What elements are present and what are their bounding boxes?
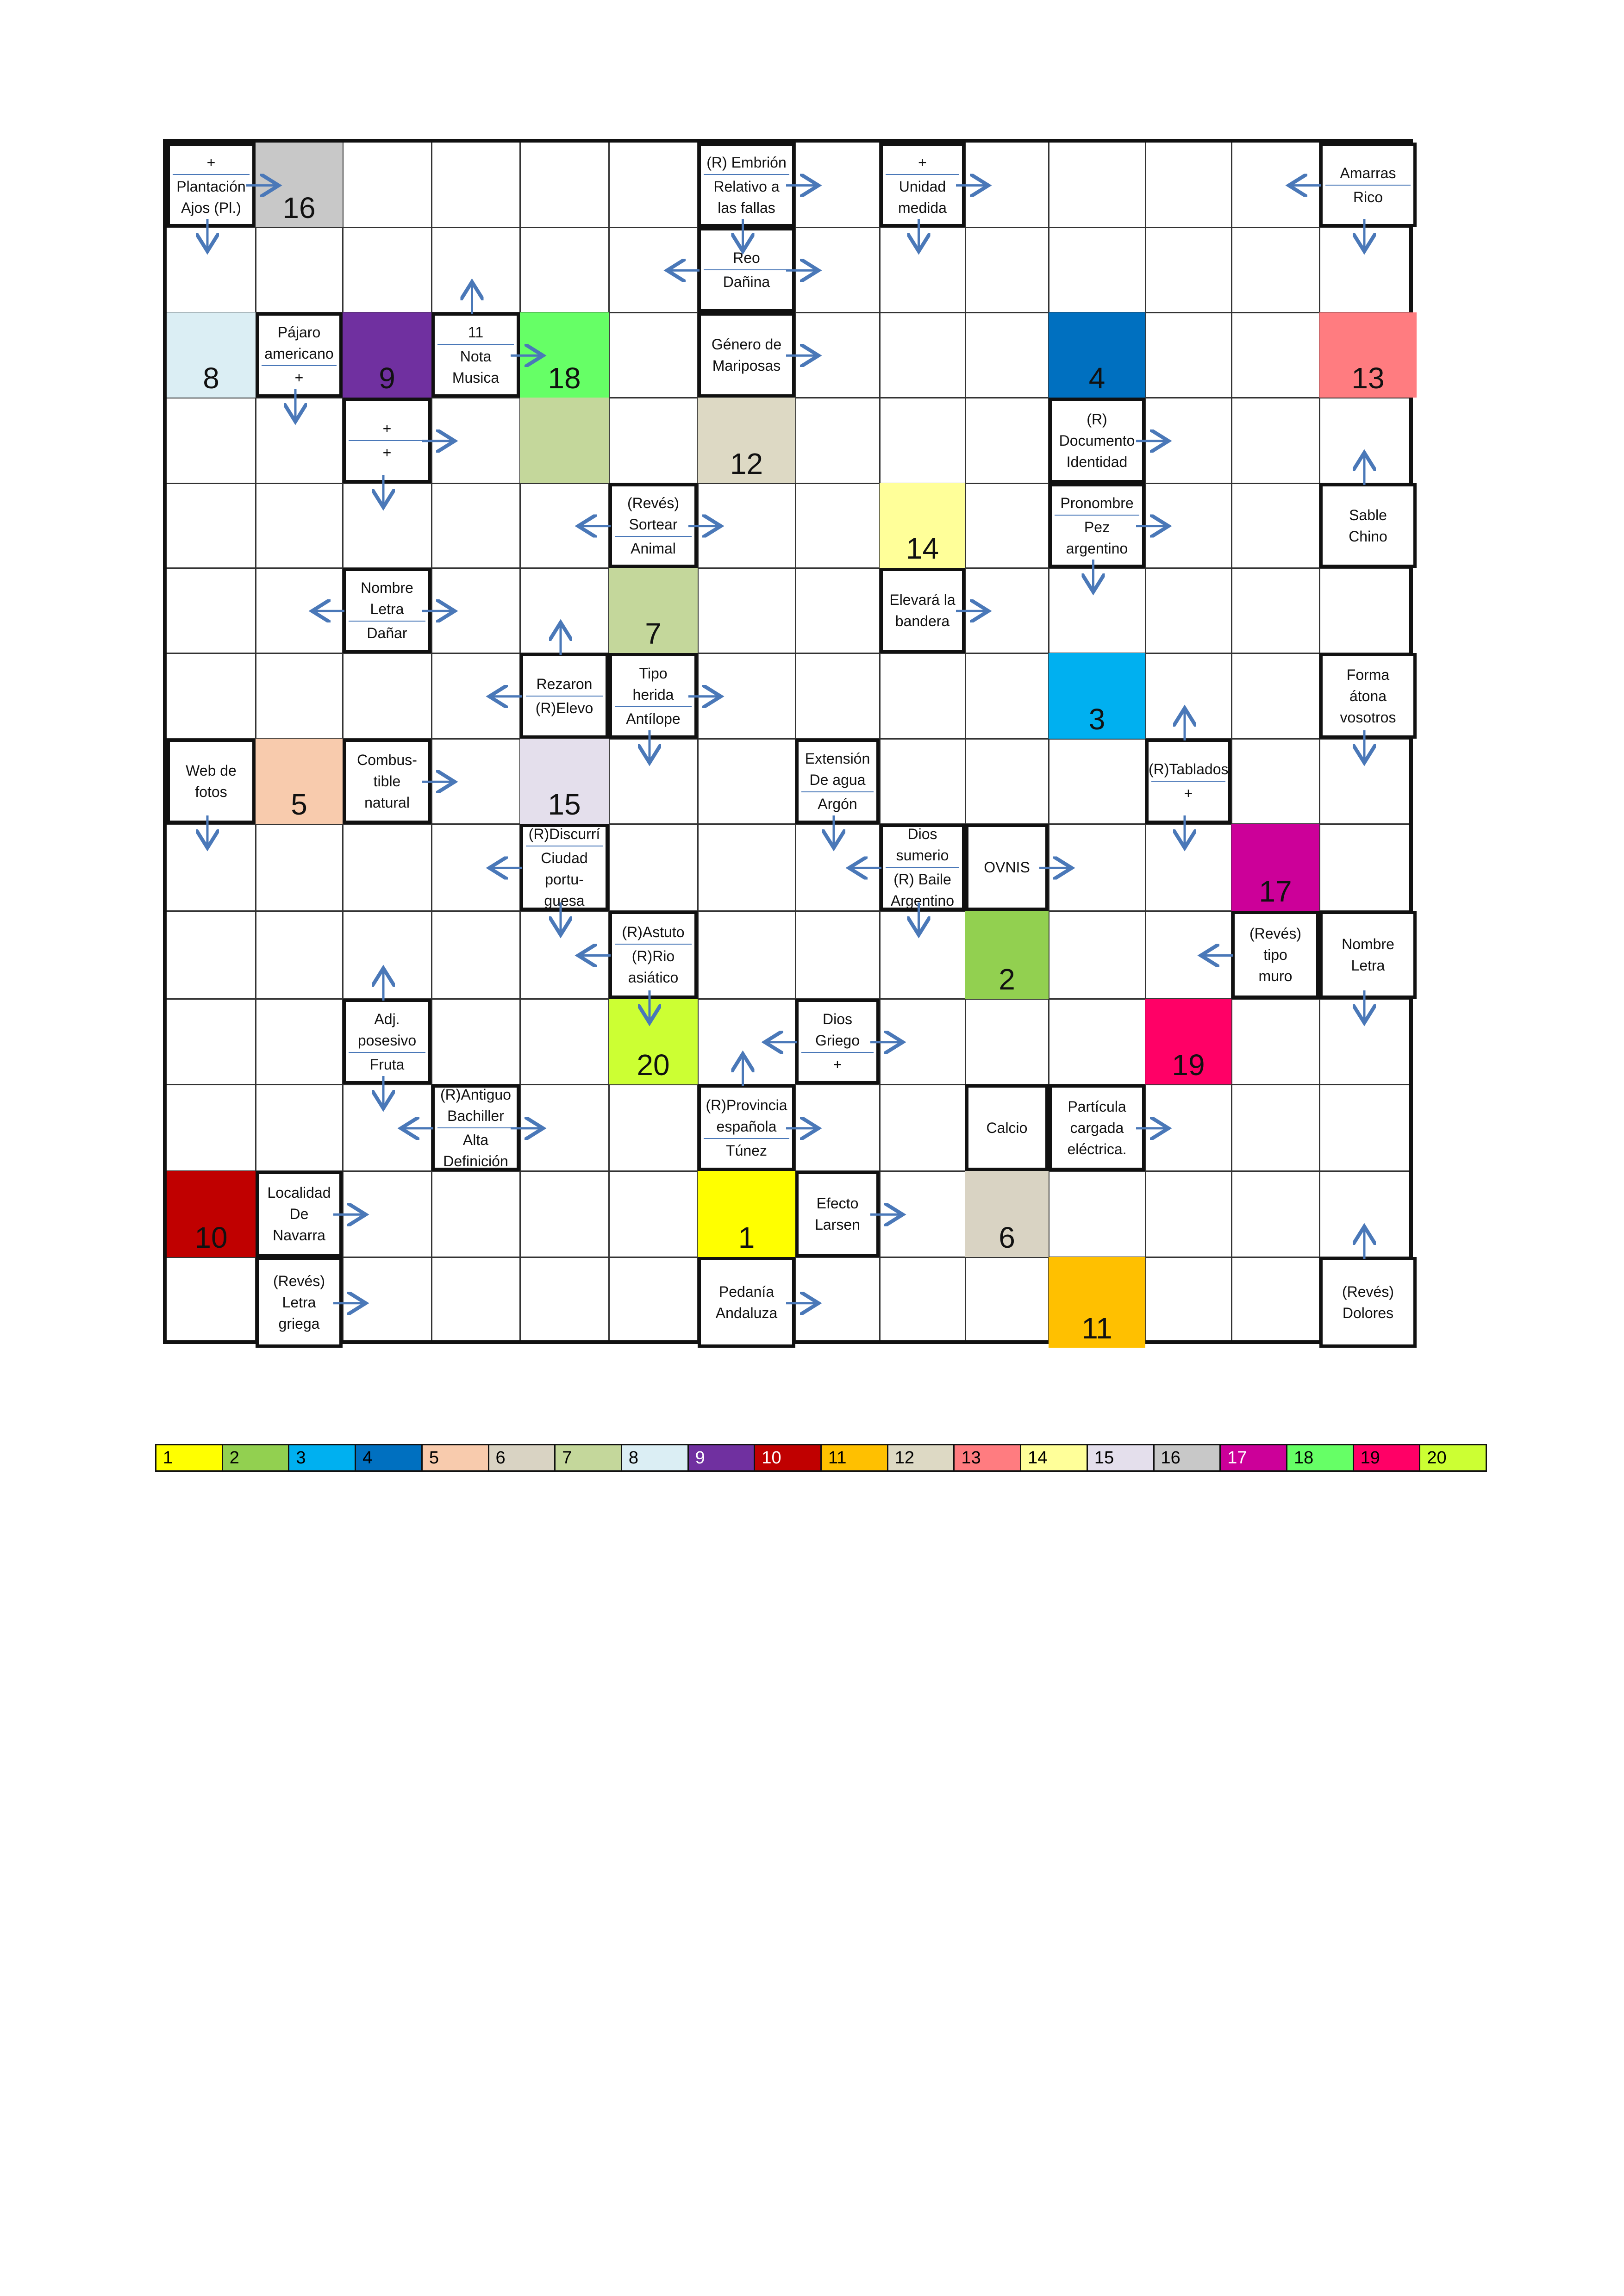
cell-number: 10 <box>194 1221 228 1254</box>
clue-line: Documento <box>1059 432 1135 449</box>
color-cell[interactable] <box>1049 1257 1145 1348</box>
clue-line: española <box>716 1118 777 1135</box>
legend-swatch: 11 <box>822 1445 888 1470</box>
clue-line: Localidad <box>267 1184 331 1201</box>
clue-line: medida <box>898 199 947 216</box>
clue-line: + <box>918 154 927 171</box>
clue-text <box>968 857 1045 878</box>
clue-line: Nombre <box>1342 936 1394 952</box>
clue-text <box>259 322 339 388</box>
clue-divider <box>526 696 603 697</box>
clue-cell <box>431 1084 520 1171</box>
color-cell[interactable] <box>880 483 965 568</box>
clue-line: (R)Discurrí <box>528 826 600 842</box>
clue-cell <box>698 1084 795 1171</box>
clue-text <box>1323 162 1413 208</box>
clue-line: Letra <box>370 601 404 617</box>
clue-line: De <box>289 1206 309 1222</box>
cell-number: 11 <box>1081 1312 1112 1345</box>
clue-line: Bachiller <box>447 1107 504 1124</box>
cell-number: 1 <box>738 1221 755 1254</box>
cell-number: 13 <box>1351 361 1385 395</box>
legend-swatch: 6 <box>489 1445 556 1470</box>
clue-cell <box>1319 911 1417 999</box>
clue-line: + <box>206 154 216 171</box>
clue-text <box>259 1182 339 1246</box>
clue-divider <box>704 269 789 270</box>
clue-line: bandera <box>895 613 950 629</box>
clue-line: Pez <box>1084 518 1110 535</box>
clue-text <box>799 1193 876 1235</box>
clue-cell <box>1049 398 1145 483</box>
clue-line: Túnez <box>726 1142 767 1159</box>
clue-text <box>701 152 792 218</box>
clue-line: Elevará la <box>889 591 956 608</box>
clue-divider <box>262 365 337 366</box>
clue-divider <box>437 1127 514 1128</box>
clue-line: sumerio <box>896 847 949 864</box>
clue-cell <box>698 143 795 227</box>
clue-line: Unidad <box>899 178 946 195</box>
cell-number: 14 <box>906 532 939 565</box>
clue-line: posesivo <box>357 1032 417 1049</box>
color-cell[interactable] <box>1049 312 1145 398</box>
cell-number: 12 <box>730 447 763 480</box>
clue-line: Efecto <box>816 1195 859 1212</box>
clue-line: Pronombre <box>1060 494 1134 511</box>
color-legend <box>155 1444 1487 1472</box>
clue-divider <box>615 944 692 945</box>
clue-text <box>701 1281 792 1324</box>
clue-line: griega <box>278 1315 320 1332</box>
clue-text <box>968 1117 1045 1139</box>
clue-line: (Revés) <box>273 1273 325 1289</box>
clue-line: + <box>382 444 392 461</box>
clue-line: Pájaro <box>277 324 321 341</box>
clue-cell <box>609 483 698 568</box>
clue-line: Griego <box>815 1032 860 1049</box>
clue-divider <box>801 791 874 792</box>
color-cell[interactable] <box>698 398 795 483</box>
legend-swatch: 19 <box>1354 1445 1421 1470</box>
clue-text <box>346 1008 428 1075</box>
clue-line: Rico <box>1353 188 1383 205</box>
clue-cell <box>343 398 431 483</box>
clue-cell <box>520 824 609 911</box>
clue-line: argentino <box>1066 540 1128 557</box>
clue-divider <box>886 867 959 868</box>
clue-cell <box>520 653 609 739</box>
color-cell[interactable] <box>1319 312 1417 398</box>
color-cell[interactable] <box>1049 653 1145 739</box>
clue-cell <box>1319 143 1417 227</box>
clue-cell <box>880 568 965 653</box>
clue-line: Musica <box>452 369 500 386</box>
clue-line: guesa <box>544 892 585 909</box>
clue-line: natural <box>364 794 410 811</box>
clue-cell <box>795 999 880 1084</box>
clue-text <box>523 673 606 719</box>
cell-number: 3 <box>1088 703 1106 736</box>
clue-text <box>799 1008 876 1075</box>
legend-swatch: 17 <box>1221 1445 1287 1470</box>
legend-swatch: 4 <box>356 1445 423 1470</box>
clue-line: herida <box>632 686 674 703</box>
clue-cell <box>343 568 431 653</box>
clue-line: Plantación <box>176 178 246 195</box>
clue-divider <box>615 706 692 707</box>
clue-divider <box>349 440 425 441</box>
clue-cell <box>698 312 795 398</box>
clue-line: Nota <box>460 348 492 365</box>
clue-text <box>170 760 252 803</box>
cell-number: 17 <box>1259 875 1292 908</box>
clue-line: portu- <box>545 871 584 888</box>
clue-cell <box>965 824 1049 911</box>
clue-line: las fallas <box>718 199 775 216</box>
clue-line: Tipo <box>639 665 668 682</box>
legend-swatch: 12 <box>888 1445 955 1470</box>
clue-line: Partícula <box>1068 1098 1126 1115</box>
clue-divider <box>437 344 514 345</box>
clue-line: eléctrica. <box>1067 1140 1127 1157</box>
clue-line: muro <box>1258 968 1293 984</box>
clue-text <box>1323 504 1413 547</box>
clue-text <box>435 322 517 388</box>
clue-line: Pedanía <box>718 1283 775 1300</box>
cell-number: 9 <box>379 361 395 395</box>
cell-number: 19 <box>1172 1048 1205 1082</box>
clue-line: (R) Baile <box>893 871 951 888</box>
cell-number: 15 <box>548 788 581 821</box>
legend-swatch: 1 <box>156 1445 223 1470</box>
cell-number: 16 <box>282 191 316 224</box>
clue-line: (R)Tablados <box>1149 761 1229 778</box>
clue-text <box>701 1095 792 1161</box>
clue-line: tible <box>373 773 401 790</box>
clue-text <box>883 152 962 218</box>
clue-text <box>1323 664 1413 728</box>
legend-swatch: 15 <box>1088 1445 1155 1470</box>
clue-divider <box>615 536 692 537</box>
clue-line: Dios <box>822 1010 852 1027</box>
clue-line: Argentino <box>891 892 954 909</box>
clue-line: Nombre <box>361 579 413 596</box>
clue-line: Navarra <box>273 1227 325 1244</box>
clue-line: Letra <box>282 1294 316 1311</box>
clue-text <box>1149 759 1228 804</box>
clue-line: Dolores <box>1342 1305 1394 1321</box>
clue-line: fotos <box>195 784 227 800</box>
color-cell[interactable] <box>698 1171 795 1257</box>
clue-text <box>346 749 428 813</box>
color-cell[interactable] <box>167 312 256 398</box>
clue-divider <box>1055 515 1139 516</box>
clue-text <box>346 577 428 644</box>
legend-swatch: 20 <box>1420 1445 1486 1470</box>
clue-text <box>1323 1281 1413 1324</box>
clue-line: Género de <box>711 336 782 353</box>
clue-line: Dañina <box>723 274 770 290</box>
color-cell[interactable] <box>1231 824 1319 911</box>
cell-number: 6 <box>999 1221 1015 1254</box>
clue-divider <box>704 1138 789 1139</box>
clue-divider <box>349 621 425 622</box>
color-cell[interactable] <box>520 739 609 824</box>
clue-line: átona <box>1349 687 1387 704</box>
clue-line: Rezaron <box>536 675 593 692</box>
clue-cell <box>256 1257 343 1348</box>
clue-cell <box>795 1171 880 1257</box>
clue-cell <box>1319 653 1417 739</box>
clue-cell <box>1049 1084 1145 1171</box>
clue-line: + <box>1184 785 1193 802</box>
clue-cell <box>167 739 256 824</box>
clue-line: Larsen <box>815 1216 860 1233</box>
clue-line: cargada <box>1070 1119 1124 1136</box>
cell-number: 8 <box>203 361 219 395</box>
clue-cell <box>431 312 520 398</box>
clue-cell <box>1231 911 1319 999</box>
color-cell[interactable] <box>343 312 431 398</box>
clue-line: Dios <box>907 826 937 842</box>
cell-number: 5 <box>291 788 307 821</box>
clue-line: Combus- <box>357 752 417 768</box>
clue-line: (R)Astuto <box>622 924 685 940</box>
color-cell[interactable] <box>965 1171 1049 1257</box>
clue-divider <box>1151 781 1225 782</box>
clue-divider <box>801 1052 874 1053</box>
grid-line-horizontal <box>167 910 1409 912</box>
legend-swatch: 8 <box>622 1445 689 1470</box>
clue-line: vosotros <box>1340 709 1396 726</box>
clue-divider <box>704 174 789 175</box>
clue-line: asiático <box>628 969 679 986</box>
clue-line: Fruta <box>369 1056 405 1073</box>
clue-divider <box>886 174 959 175</box>
cell-number: 18 <box>548 361 581 395</box>
clue-cell <box>698 227 795 312</box>
color-cell[interactable] <box>609 568 698 653</box>
clue-line: Dañar <box>367 625 407 641</box>
legend-swatch: 3 <box>289 1445 356 1470</box>
clue-line: Identidad <box>1066 453 1128 470</box>
clue-divider <box>1325 185 1411 186</box>
clue-text <box>170 152 252 218</box>
clue-line: (Revés) <box>1342 1283 1394 1300</box>
clue-text <box>883 589 962 632</box>
clue-text <box>1052 1096 1142 1160</box>
clue-line: Extensión <box>805 750 870 767</box>
clue-text <box>612 663 694 729</box>
clue-text <box>435 1084 517 1172</box>
clue-line: Calcio <box>986 1119 1028 1136</box>
clue-line: (R) Embrión <box>706 154 787 171</box>
color-cell[interactable] <box>609 999 698 1084</box>
color-cell[interactable] <box>1145 999 1231 1084</box>
clue-line: Sortear <box>629 516 678 533</box>
clue-line: Ajos (Pl.) <box>181 199 241 216</box>
clue-line: 11 <box>468 324 484 341</box>
legend-swatch: 14 <box>1021 1445 1088 1470</box>
clue-cell <box>965 1084 1049 1171</box>
clue-text <box>883 823 962 911</box>
clue-line: (R)Antiguo <box>440 1086 511 1103</box>
color-cell[interactable] <box>965 911 1049 999</box>
clue-line: Relativo a <box>713 178 780 195</box>
cell-number: 4 <box>1088 361 1106 395</box>
clue-line: Web de <box>186 762 237 779</box>
clue-line: Mariposas <box>712 357 781 374</box>
clue-line: + <box>382 420 392 437</box>
clue-line: Reo <box>733 249 760 266</box>
clue-text <box>523 823 606 911</box>
clue-line: Argón <box>818 796 857 812</box>
clue-cell <box>1319 1257 1417 1348</box>
cell-number: 7 <box>645 617 662 650</box>
clue-line: Andaluza <box>715 1305 778 1321</box>
clue-text <box>1323 933 1413 976</box>
legend-swatch: 10 <box>755 1445 822 1470</box>
clue-line: Ciudad <box>541 850 588 866</box>
clue-cell <box>880 824 965 911</box>
clue-cell <box>256 1171 343 1257</box>
clue-line: (R)Elevo <box>535 699 593 716</box>
clue-line: OVNIS <box>984 859 1030 876</box>
clue-line: Antílope <box>626 710 681 727</box>
clue-line: (Revés) <box>627 494 679 511</box>
clue-line: Amarras <box>1340 164 1396 181</box>
clue-divider <box>173 174 250 175</box>
legend-swatch: 7 <box>556 1445 622 1470</box>
cell-number: 2 <box>999 963 1015 996</box>
clue-cell <box>1049 483 1145 568</box>
clue-line: Letra <box>1351 957 1385 974</box>
color-cell[interactable] <box>167 1171 256 1257</box>
clue-text <box>701 247 792 292</box>
clue-cell <box>1145 739 1231 824</box>
legend-swatch: 18 <box>1287 1445 1354 1470</box>
clue-line: Definición <box>443 1152 508 1170</box>
cell-number: 20 <box>637 1048 670 1082</box>
clue-line: Animal <box>631 540 676 557</box>
clue-line: (R) <box>1087 411 1107 428</box>
clue-text <box>612 921 694 988</box>
clue-line: (Revés) <box>1249 925 1301 942</box>
color-cell[interactable] <box>520 398 609 483</box>
color-cell[interactable] <box>256 739 343 824</box>
clue-text <box>612 492 694 559</box>
clue-cell <box>343 739 431 824</box>
clue-cell <box>167 143 256 227</box>
clue-cell <box>256 312 343 398</box>
legend-swatch: 5 <box>423 1445 489 1470</box>
color-cell[interactable] <box>256 143 343 227</box>
clue-text <box>799 748 876 815</box>
legend-swatch: 13 <box>955 1445 1021 1470</box>
clue-cell <box>698 1257 795 1348</box>
clue-text <box>701 334 792 376</box>
clue-line: Sable <box>1349 506 1387 523</box>
clue-divider <box>349 1052 425 1053</box>
clue-cell <box>609 653 698 739</box>
clue-line: americano <box>264 345 334 362</box>
clue-text <box>346 418 428 463</box>
clue-cell <box>609 911 698 999</box>
clue-line: Chino <box>1349 528 1387 545</box>
legend-swatch: 16 <box>1155 1445 1221 1470</box>
clue-line: + <box>833 1056 842 1073</box>
clue-cell <box>795 739 880 824</box>
clue-line: Adj. <box>374 1010 400 1027</box>
clue-line: (R)Rio <box>631 948 675 964</box>
clue-line: (R)Provincia <box>706 1096 787 1114</box>
clue-text <box>259 1270 339 1334</box>
clue-text <box>1052 409 1142 473</box>
color-cell[interactable] <box>520 312 609 398</box>
clue-line: De agua <box>809 772 866 788</box>
clue-cell <box>343 999 431 1084</box>
clue-line: Alta <box>462 1131 489 1148</box>
clue-text <box>1052 492 1142 559</box>
clue-cell <box>1319 483 1417 568</box>
clue-cell <box>880 143 965 227</box>
legend-swatch: 9 <box>689 1445 756 1470</box>
clue-line: + <box>294 369 304 386</box>
clue-line: tipo <box>1263 946 1287 963</box>
clue-text <box>1235 923 1316 987</box>
crossword-grid <box>163 139 1413 1344</box>
legend-swatch: 2 <box>223 1445 290 1470</box>
clue-line: Forma <box>1346 666 1390 683</box>
